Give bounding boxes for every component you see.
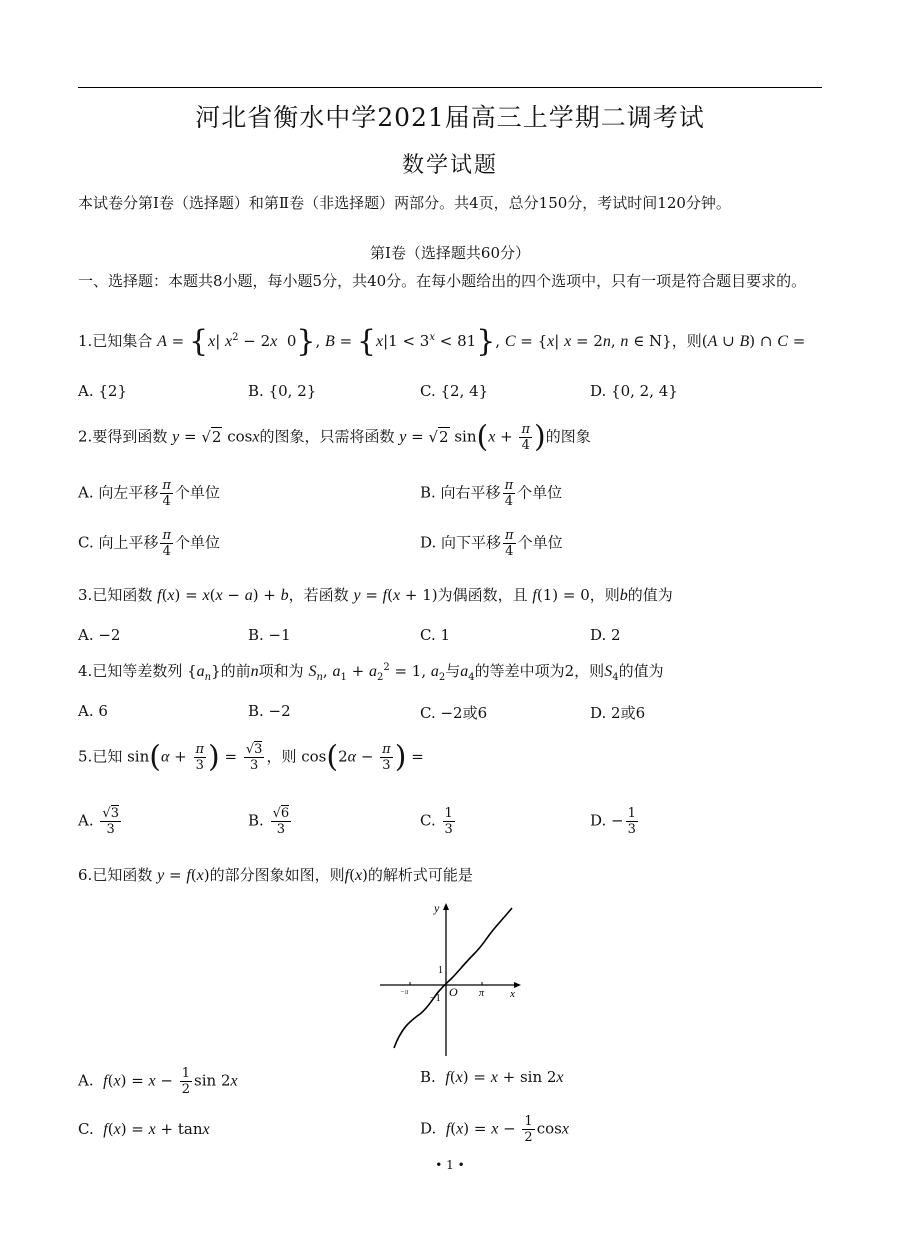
- q2-option-a[interactable]: A. 向左平移 $\frac{\pi}{4}$ 个单位: [78, 478, 220, 509]
- section-instructions: 一、选择题：本题共8小题，每小题5分，共40分。在每小题给出的四个选项中，只有一项是符合题目要求的。: [78, 272, 807, 290]
- origin-label: O: [449, 985, 458, 999]
- exam-subtitle: 数学试题: [401, 153, 498, 178]
- q1-option-d[interactable]: D. {0, 2, 4}: [590, 382, 678, 400]
- tick-label-neg-pi: −π: [400, 988, 409, 996]
- q5-option-c[interactable]: C. $\frac{1}{3}$: [420, 806, 453, 837]
- q3-option-d[interactable]: D. 2: [590, 626, 621, 644]
- q3-option-a[interactable]: A. −2: [78, 626, 121, 644]
- q6-option-a[interactable]: A. f(x) = x − $\frac{1}{2}$ sin 2x: [78, 1066, 238, 1097]
- question-3: 3.已知函数 f(x) = x(x − a) + b，若函数 y = f(x + 1)为偶函数，且 f(1) = 0，则b的值为: [78, 586, 673, 604]
- exam-title: 河北省衡水中学2021届高三上学期二调考试: [195, 103, 705, 132]
- page-number: • 1 •: [435, 1158, 465, 1172]
- q2-option-b[interactable]: B. 向右平移 $\frac{\pi}{4}$ 个单位: [420, 478, 563, 509]
- question-1: 1.已知集合 A = {x| $x^2 - 2x$ 0}, $B = \{x|1 < 3^x < 81\}$, C = {x| x = 2n, n ∈ N}，则(A ∪ B) ∩ C =: [78, 324, 806, 359]
- q6-option-b[interactable]: B. f(x) = x + sin 2x: [420, 1068, 564, 1086]
- tick-label-one: 1: [438, 965, 443, 976]
- q5-option-b[interactable]: B. $\frac{√6}{3}$: [248, 806, 290, 837]
- x-axis-label: x: [510, 988, 515, 1000]
- q5-option-d[interactable]: D. − $\frac{1}{3}$: [590, 806, 636, 837]
- tick-label-pi: π: [479, 988, 485, 999]
- question-4: 4.已知等差数列 $\{a_n\}$的前n项和为 $S_n$, $a_1 + a_2^2 = 1$, $a_2$与$a_4$的等差中项为2，则$S_4$的值为: [78, 662, 664, 683]
- section-title: 第Ⅰ卷（选择题共60分）: [369, 244, 530, 262]
- q6-option-c[interactable]: C. f(x) = x + tanx: [78, 1120, 210, 1138]
- q4-option-c[interactable]: C. −2或6: [420, 704, 488, 722]
- question-6: 6.已知函数 y = f(x)的部分图象如图，则f(x)的解析式可能是: [78, 866, 473, 884]
- tick-label-neg-one: −1: [430, 993, 441, 1004]
- header-rule: [78, 87, 822, 88]
- q3-option-b[interactable]: B. −1: [248, 626, 291, 644]
- x-axis-arrow: [514, 982, 521, 988]
- q4-option-a[interactable]: A. 6: [78, 702, 108, 720]
- q2-option-c[interactable]: C. 向上平移 $\frac{\pi}{4}$ 个单位: [78, 528, 221, 559]
- q6-option-d[interactable]: D. f(x) = x − $\frac{1}{2}$ cosx: [420, 1114, 569, 1145]
- q2-option-d[interactable]: D. 向下平移 $\frac{\pi}{4}$ 个单位: [420, 528, 563, 559]
- question-2: 2.要得到函数 y = √2 cosx的图象，只需将函数 y = √2 sin(x + $\frac{\pi}{4}$ )的图象: [78, 419, 591, 455]
- y-axis-arrow: [443, 903, 449, 910]
- exam-intro: 本试卷分第Ⅰ卷（选择题）和第Ⅱ卷（非选择题）两部分。共4页，总分150分，考试时间120分钟。: [78, 194, 731, 212]
- function-curve: [394, 908, 512, 1048]
- q4-option-d[interactable]: D. 2或6: [590, 704, 646, 722]
- q1-option-b[interactable]: B. {0, 2}: [248, 382, 317, 400]
- q1-option-a[interactable]: A. {2}: [78, 382, 128, 400]
- q4-option-b[interactable]: B. −2: [248, 702, 291, 720]
- y-axis-label: y: [434, 901, 440, 915]
- question-5: 5.已知 sin(α + $\frac{\pi}{3}$ ) = $\frac{√3}{3}$ ，则 cos(2α − $\frac{\pi}{3}$ ) =: [78, 739, 424, 775]
- q3-option-c[interactable]: C. 1: [420, 626, 451, 644]
- q5-option-a[interactable]: A. $\frac{√3}{3}$: [78, 806, 119, 837]
- q1-option-c[interactable]: C. {2, 4}: [420, 382, 489, 400]
- function-graph: [378, 898, 526, 1058]
